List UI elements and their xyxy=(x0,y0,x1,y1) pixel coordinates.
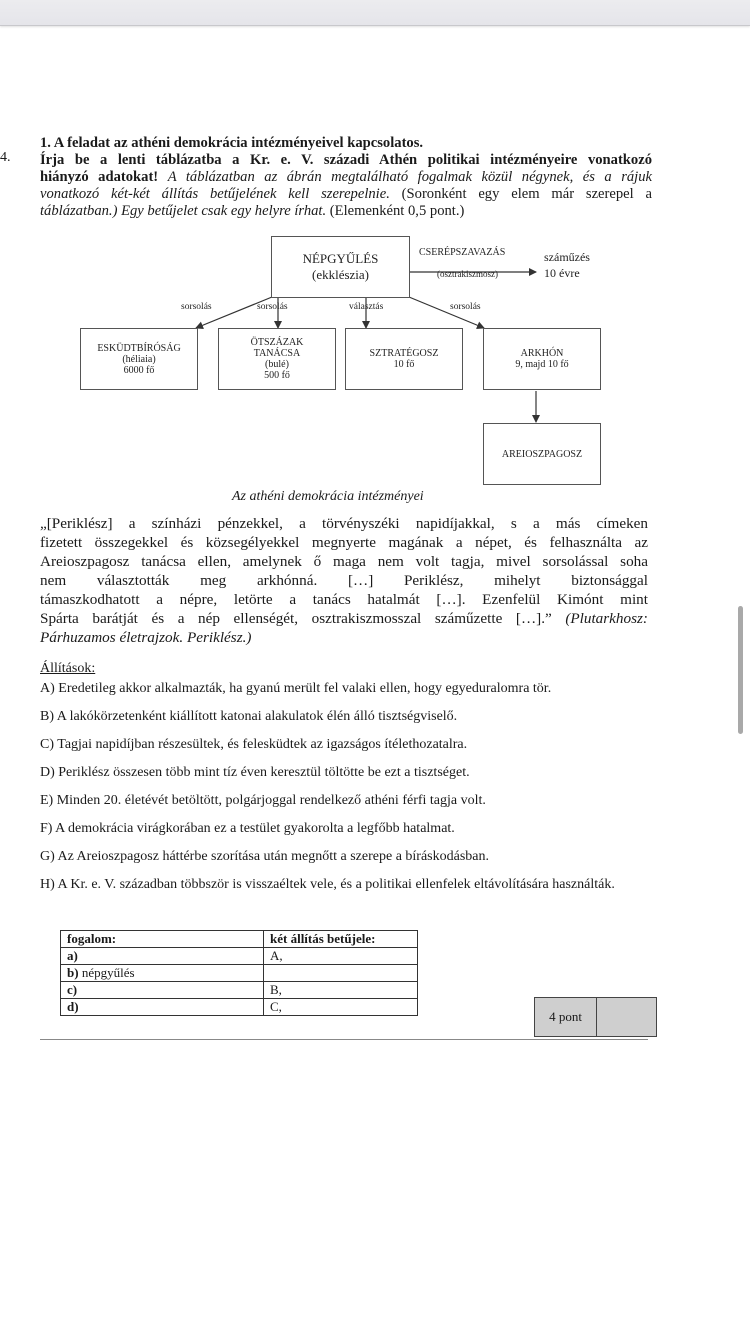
statement-b: B) A lakókörzetenként kiállított katonai alakulatok élén álló tisztségviselő. xyxy=(40,709,458,724)
exile-duration: 10 évre xyxy=(544,266,580,280)
otszazak-tanacsa-box: ÖTSZÁZAK TANÁCSA (bulé) 500 fő xyxy=(218,328,336,390)
quote-source: (Plutarkhosz: xyxy=(565,610,648,627)
statement-e: E) Minden 20. életévét betöltött, polgárjoggal rendelkező athéni férfi tagja volt. xyxy=(40,793,486,808)
table-row xyxy=(61,982,418,999)
instruction-italic-1: A táblázatban az ábrán megtalálható fogalmak közül négynek, és a rájuk xyxy=(167,169,652,185)
instruction-bold-2: hiányzó adatokat! xyxy=(40,169,159,185)
letters-cell-c[interactable]: B, xyxy=(264,982,418,999)
table-row xyxy=(61,999,418,1016)
statement-h: H) A Kr. e. V. században többször is visszaéltek vele, és a politikai ellenfelek eltávolítására használták. xyxy=(40,877,615,892)
sztrategosz-box: SZTRATÉGOSZ 10 fő xyxy=(345,328,463,390)
header-letters: két állítás betűjele: xyxy=(264,931,418,948)
nepgyules-box: NÉPGYŰLÉS (ekklészia) xyxy=(271,236,410,298)
exile-label: száműzés xyxy=(544,250,590,264)
quote-line: Areioszpagosz tanácsa ellen, amelynek ő maga nem volt tagja, mivel sorsolással soha xyxy=(40,553,648,570)
instruction-normal-2: táblázatban.) xyxy=(40,203,118,219)
concept-cell-c[interactable]: c) xyxy=(61,982,264,999)
statement-g: G) Az Areioszpagosz háttérbe szorítása után megnőtt a szerepe a bíráskodásban. xyxy=(40,849,489,864)
page-divider xyxy=(40,1039,648,1040)
quote-line: fizetett összegekkel és közsegélyekkel megnyerte magának a népet, és felhasználta az xyxy=(40,534,648,551)
quote-line: nem választották meg arkhónná. […] Periklész, mihelyt biztonsággal xyxy=(40,572,648,589)
letters-cell-a[interactable]: A, xyxy=(264,948,418,965)
statement-a: A) Eredetileg akkor alkalmazták, ha gyanú merült fel valaki ellen, hogy egyeduralomra tör. xyxy=(40,681,552,696)
edge-label-sorsolas-1: sorsolás xyxy=(181,302,212,312)
edge-label-sorsolas-3: sorsolás xyxy=(450,302,481,312)
table-row xyxy=(61,948,418,965)
task-title: 1. A feladat az athéni demokrácia intézményeivel kapcsolatos. xyxy=(40,135,424,151)
quote-source-title: Párhuzamos életrajzok. Periklész.) xyxy=(40,629,252,646)
eskudtbirosag-box: ESKÜDTBÍRÓSÁG (héliaia) 6000 fő xyxy=(80,328,198,390)
edge-label-valasztas: választás xyxy=(349,302,384,312)
statement-d: D) Periklész összesen több mint tíz éven keresztül töltötte be ezt a tisztséget. xyxy=(40,765,470,780)
left-margin-marker: 4. xyxy=(0,150,11,165)
instruction-italic-2: vonatkozó két-két állítás betűjelének kell szerepelnie. xyxy=(40,186,390,202)
statement-c: C) Tagjai napidíjban részesültek, és felesküdtek az igazságos ítélethozatalra. xyxy=(40,737,468,752)
concept-cell-a[interactable]: a) xyxy=(61,948,264,965)
ostracism-sublabel: (osztrakiszmosz) xyxy=(437,269,498,279)
score-box xyxy=(534,997,657,1037)
score-value-field[interactable] xyxy=(597,998,656,1036)
concept-cell-b[interactable]: b) népgyűlés xyxy=(61,965,264,982)
header-concept: fogalom: xyxy=(61,931,264,948)
instruction-normal-1: (Soronként egy elem már szerepel a xyxy=(401,186,652,202)
plutarch-quote xyxy=(40,514,648,647)
table-row xyxy=(61,965,418,982)
concept-cell-d[interactable]: d) xyxy=(61,999,264,1016)
instruction-italic-3: Egy betűjelet csak egy helyre írhat. xyxy=(121,203,327,219)
arkhon-box: ARKHÓN 9, majd 10 fő xyxy=(483,328,601,390)
letters-cell-d[interactable]: C, xyxy=(264,999,418,1016)
quote-line: „[Periklész] a színházi pénzekkel, a törvényszéki napidíjakkal, s a más címeken xyxy=(40,515,648,532)
score-label: 4 pont xyxy=(535,998,597,1036)
statement-f: F) A demokrácia virágkorában ez a testület gyakorolta a legfőbb hatalmat. xyxy=(40,821,455,836)
answer-table xyxy=(60,930,418,1016)
ostracism-label: CSERÉPSZAVAZÁS xyxy=(419,247,506,258)
areioszpagosz-box: AREIOSZPAGOSZ xyxy=(483,423,601,485)
statements-heading: Állítások: xyxy=(40,661,96,676)
quote-line: támaszkodhatott a népre, letörte a tanács hatalmát […]. Ezenfelül Kimónt mint xyxy=(40,591,648,608)
letters-cell-b[interactable] xyxy=(264,965,418,982)
table-header-row xyxy=(61,931,418,948)
instruction-normal-3: (Elemenként 0,5 pont.) xyxy=(329,203,465,219)
edge-label-sorsolas-2: sorsolás xyxy=(257,302,288,312)
diagram-caption: Az athéni demokrácia intézményei xyxy=(232,489,424,504)
vertical-scrollbar[interactable] xyxy=(738,606,743,734)
quote-line: Spárta barátját és a nép ellenségét, osztrakiszmosszal száműzette […].” xyxy=(40,610,552,627)
instruction-bold-1: Írja be a lenti táblázatba a Kr. e. V. századi Athén politikai intézményeire vonatkozó xyxy=(40,152,652,168)
